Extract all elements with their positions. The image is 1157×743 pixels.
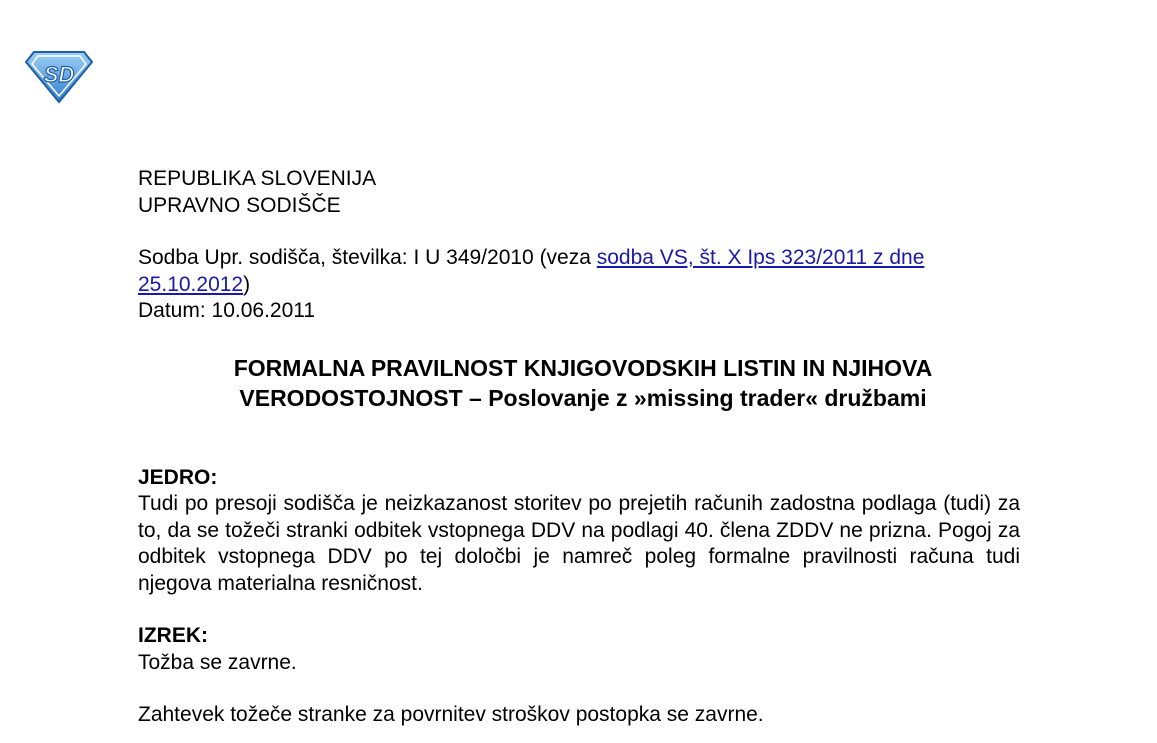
related-judgment-link[interactable]: sodba VS, št. X Ips 323/2011 z dne 25.10.2012 (138, 246, 925, 296)
izrek-heading: IZREK: (138, 624, 208, 647)
case-reference-prefix: Sodba Upr. sodišča, številka: I U 349/2010 (veza (138, 246, 597, 269)
document-body (138, 166, 1020, 729)
case-date: Datum: 10.06.2011 (138, 299, 316, 322)
izrek-line2: Zahtevek tožeče stranke za povrnitev stroškov postopka se zavrne. (138, 703, 764, 726)
court-name-line2: UPRAVNO SODIŠČE (138, 193, 341, 217)
case-reference (138, 245, 1020, 298)
svg-text:SD: SD (43, 62, 75, 87)
document-title-line1: FORMALNA PRAVILNOST KNJIGOVODSKIH LISTIN IN NJIHOVA (233, 354, 933, 381)
jedro-text: Tudi po presoji sodišča je neizkazanost storitev po prejetih računih zadostna podlaga (tudi) za to, da se tožeči stranki odbitek vstopnega DDV na podlagi 40. člena ZDDV ne prizna. Pogoj za odbitek vstopnega DDV po tej določbi je namreč poleg formalne pravilnosti računa tudi njegova materialna resničnost. (138, 492, 1020, 595)
court-name-line1: REPUBLIKA SLOVENIJA (138, 167, 377, 190)
case-reference-suffix: ) (243, 272, 251, 296)
document-title-line2: VERODOSTOJNOST – Poslovanje z »missing trader« družbami (239, 384, 927, 411)
sd-logo-icon (22, 48, 96, 104)
izrek-line1: Tožba se zavrne. (138, 650, 297, 674)
jedro-heading: JEDRO: (138, 465, 218, 489)
document-title (146, 353, 1020, 413)
